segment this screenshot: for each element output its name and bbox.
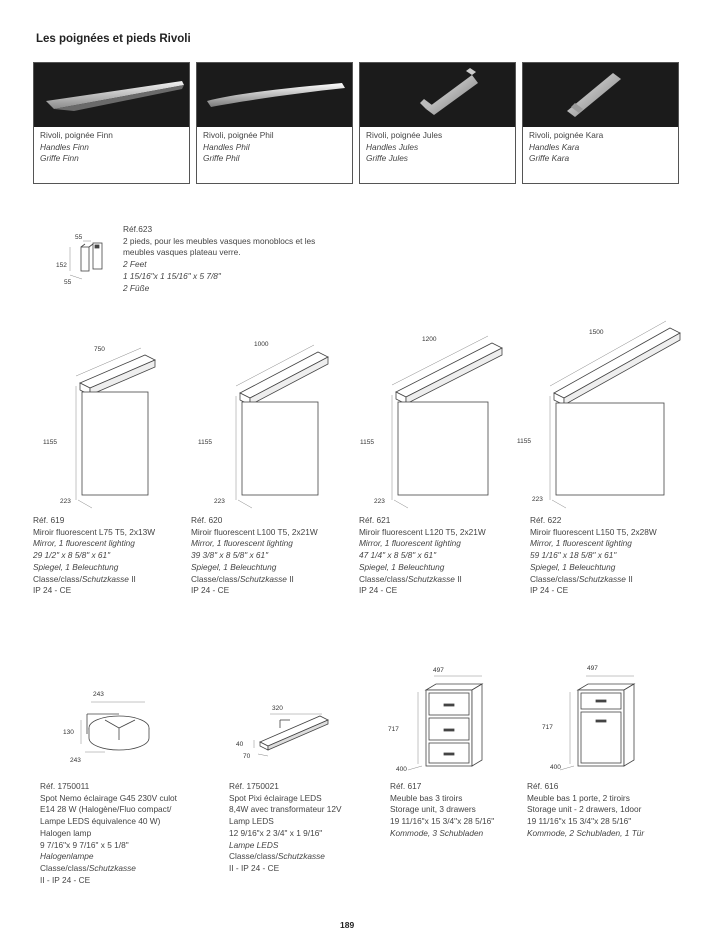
mirror-619-ref: Réf. 619 xyxy=(33,515,65,525)
feet-ref: Réf.623 xyxy=(123,224,153,234)
mirror-622-class: Classe/class/Schutzkasse II xyxy=(530,573,633,584)
mirror-621-ip: IP 24 - CE xyxy=(359,585,398,596)
unit-616-line4: Kommode, 2 Schubladen, 1 Tür xyxy=(527,827,645,838)
mirror-621-ref: Réf. 621 xyxy=(359,515,391,525)
unit-617-line1: Meuble bas 3 tiroirs xyxy=(390,792,463,803)
mirror-622-dim-width: 1500 xyxy=(589,329,604,336)
mirror-619-dim-height: 1155 xyxy=(43,439,57,446)
spot-nemo-dim-height: 130 xyxy=(63,729,74,736)
handle-finn-fr: Rivoli, poignée Finn xyxy=(40,130,113,140)
handle-photo-finn xyxy=(34,63,189,127)
unit-617-description xyxy=(390,781,494,840)
mirror-621-en: Mirror, 1 fluorescent lighting xyxy=(359,538,461,549)
mirror-621-dim-height: 1155 xyxy=(360,439,374,446)
spot-pixi-line4: 12 9/16"x 2 3/4" x 1 9/16" xyxy=(229,827,323,838)
mirror-619-drawing xyxy=(34,340,194,515)
unit-617-dim-depth: 400 xyxy=(396,766,407,773)
feet-dim-bottom: 55 xyxy=(64,279,72,286)
mirror-619-ip: IP 24 - CE xyxy=(33,585,72,596)
handle-phil-de: Griffe Phil xyxy=(203,153,240,163)
spot-pixi-line1: Spot Pixi éclairage LEDS xyxy=(229,792,322,803)
unit-616-dim-depth: 400 xyxy=(550,764,561,771)
unit-617-drawing xyxy=(388,660,498,780)
mirror-619-description xyxy=(33,515,155,597)
mirror-619-de: Spiegel, 1 Beleuchtung xyxy=(33,561,119,572)
unit-617-ref: Réf. 617 xyxy=(390,781,422,791)
unit-617-dim-height: 717 xyxy=(388,726,399,733)
handle-photo-kara xyxy=(523,63,678,127)
feet-fr-line1: 2 pieds, pour les meubles vasques monoblocs et les xyxy=(123,235,316,246)
mirror-619-dim-width: 750 xyxy=(94,346,105,353)
mirror-622-ref: Réf. 622 xyxy=(530,515,562,525)
unit-616-line2: Storage unit - 2 drawers, 1door xyxy=(527,804,642,815)
unit-616-dim-height: 717 xyxy=(542,724,553,731)
mirror-622-dim-depth: 223 xyxy=(532,496,543,503)
unit-616-ref: Réf. 616 xyxy=(527,781,559,791)
feet-dim-height: 152 xyxy=(56,262,67,269)
spot-pixi-line2: 8,4W avec transformateur 12V xyxy=(229,804,342,815)
mirror-621-description xyxy=(359,515,486,597)
spot-nemo-line2: E14 28 W (Halogène/Fluo compact/ xyxy=(40,804,172,815)
mirror-620-ref: Réf. 620 xyxy=(191,515,223,525)
spot-pixi-line7: II - IP 24 - CE xyxy=(229,862,280,873)
mirror-619-class: Classe/class/Schutzkasse II xyxy=(33,573,136,584)
feet-description xyxy=(123,224,315,294)
mirror-622-dim-height: 1155 xyxy=(517,438,531,445)
handle-kara-fr: Rivoli, poignée Kara xyxy=(529,130,604,140)
mirror-620-de: Spiegel, 1 Beleuchtung xyxy=(191,561,277,572)
feet-en: 2 Feet xyxy=(123,259,147,270)
unit-616-line3: 19 11/16"x 15 3/4"x 28 5/16" xyxy=(527,816,632,827)
feet-fr-line2: meubles vasques plateau verre. xyxy=(123,247,241,258)
mirror-622-ip: IP 24 - CE xyxy=(530,585,569,596)
mirror-622-size: 59 1/16" x 18 5/8" x 61" xyxy=(530,550,617,561)
handle-phil-en: Handles Phil xyxy=(203,141,250,152)
handle-photo-phil xyxy=(197,63,352,127)
spot-pixi-dim-depth: 70 xyxy=(243,753,251,760)
spot-nemo-line5: 9 7/16"x 9 7/16" x 5 1/8" xyxy=(40,839,129,850)
spot-pixi-class: Classe/class/Schutzkasse xyxy=(229,851,325,862)
mirror-620-size: 39 3/8" x 8 5/8" x 61" xyxy=(191,550,269,561)
mirror-621-drawing xyxy=(360,330,520,515)
page-number: 189 xyxy=(340,920,355,930)
mirror-621-size: 47 1/4" x 8 5/8" x 61" xyxy=(359,550,437,561)
unit-617-line3: 19 11/16"x 15 3/4"x 28 5/16" xyxy=(390,816,495,827)
handle-jules-fr: Rivoli, poignée Jules xyxy=(366,130,443,140)
handle-photo-jules xyxy=(360,63,515,127)
spot-nemo-dim-bottom: 243 xyxy=(70,757,81,764)
spot-pixi-drawing xyxy=(240,700,350,765)
feet-size: 1 15/16"x 1 15/16" x 5 7/8" xyxy=(123,270,221,281)
unit-616-dim-width: 497 xyxy=(587,665,598,672)
mirror-620-fr: Miroir fluorescent L100 T5, 2x21W xyxy=(191,526,318,537)
spot-nemo-line1: Spot Nemo éclairage G45 230V culot xyxy=(40,792,177,803)
unit-617-dim-width: 497 xyxy=(433,667,444,674)
page-title: Les poignées et pieds Rivoli xyxy=(36,33,191,45)
mirror-620-description xyxy=(191,515,318,597)
spot-nemo-line8: II - IP 24 - CE xyxy=(40,874,91,885)
spot-nemo-dim-top: 243 xyxy=(93,691,104,698)
mirror-619-fr: Miroir fluorescent L75 T5, 2x13W xyxy=(33,526,156,537)
spot-pixi-ref: Réf. 1750021 xyxy=(229,781,279,791)
spot-pixi-line3: Lamp LEDS xyxy=(229,816,274,827)
spot-nemo-description xyxy=(40,781,177,886)
mirror-621-de: Spiegel, 1 Beleuchtung xyxy=(359,561,445,572)
handle-kara-en: Handles Kara xyxy=(529,141,580,152)
mirror-619-en: Mirror, 1 fluorescent lighting xyxy=(33,538,135,549)
mirror-622-description xyxy=(530,515,657,597)
handle-jules-en: Handles Jules xyxy=(366,141,419,152)
handle-kara-de: Griffe Kara xyxy=(529,153,570,163)
unit-616-line1: Meuble bas 1 porte, 2 tiroirs xyxy=(527,792,630,803)
handle-finn-de: Griffe Finn xyxy=(40,153,79,163)
mirror-622-de: Spiegel, 1 Beleuchtung xyxy=(530,561,616,572)
spot-nemo-class: Classe/class/Schutzkasse xyxy=(40,862,136,873)
spot-pixi-dim-height: 40 xyxy=(236,741,244,748)
handle-card-jules xyxy=(359,62,516,184)
spot-nemo-line6: Halogenlampe xyxy=(40,851,94,862)
mirror-620-ip: IP 24 - CE xyxy=(191,585,230,596)
feet-de: 2 Füße xyxy=(123,282,150,293)
mirror-621-dim-depth: 223 xyxy=(374,498,385,505)
handle-card-finn xyxy=(33,62,190,184)
spot-nemo-ref: Réf. 1750011 xyxy=(40,781,90,791)
mirror-620-class: Classe/class/Schutzkasse II xyxy=(191,573,294,584)
handle-kara-image xyxy=(523,63,678,127)
mirror-620-drawing xyxy=(200,340,360,515)
handle-jules-image xyxy=(360,63,515,127)
unit-617-line2: Storage unit, 3 drawers xyxy=(390,804,476,815)
feet-dim-top: 55 xyxy=(75,234,83,241)
spot-nemo-line3: Lampe LEDS équivalence 40 W) xyxy=(40,816,161,827)
spot-pixi-description xyxy=(229,781,342,875)
spot-nemo-line4: Halogen lamp xyxy=(40,827,92,838)
spot-pixi-dim-width: 320 xyxy=(272,705,283,712)
unit-616-drawing xyxy=(540,660,650,780)
handle-card-kara xyxy=(522,62,679,184)
mirror-620-dim-height: 1155 xyxy=(198,439,212,446)
mirror-619-size: 29 1/2" x 8 5/8" x 61" xyxy=(33,550,111,561)
mirror-620-dim-depth: 223 xyxy=(214,498,225,505)
mirror-619-dim-depth: 223 xyxy=(60,498,71,505)
mirror-620-dim-width: 1000 xyxy=(254,341,269,348)
mirror-621-class: Classe/class/Schutzkasse II xyxy=(359,573,462,584)
handle-card-phil xyxy=(196,62,353,184)
mirror-622-fr: Miroir fluorescent L150 T5, 2x28W xyxy=(530,526,657,537)
handle-phil-fr: Rivoli, poignée Phil xyxy=(203,130,274,140)
handle-phil-image xyxy=(197,63,352,127)
unit-617-line4: Kommode, 3 Schubladen xyxy=(390,827,484,838)
spot-pixi-line5: Lampe LEDS xyxy=(229,839,279,850)
handle-jules-de: Griffe Jules xyxy=(366,153,408,163)
mirror-620-en: Mirror, 1 fluorescent lighting xyxy=(191,538,293,549)
mirror-621-dim-width: 1200 xyxy=(422,336,437,343)
mirror-621-fr: Miroir fluorescent L120 T5, 2x21W xyxy=(359,526,486,537)
mirror-622-drawing xyxy=(520,320,690,515)
handle-finn-image xyxy=(34,63,189,127)
unit-616-description xyxy=(527,781,644,840)
mirror-622-en: Mirror, 1 fluorescent lighting xyxy=(530,538,632,549)
handle-finn-en: Handles Finn xyxy=(40,141,89,152)
